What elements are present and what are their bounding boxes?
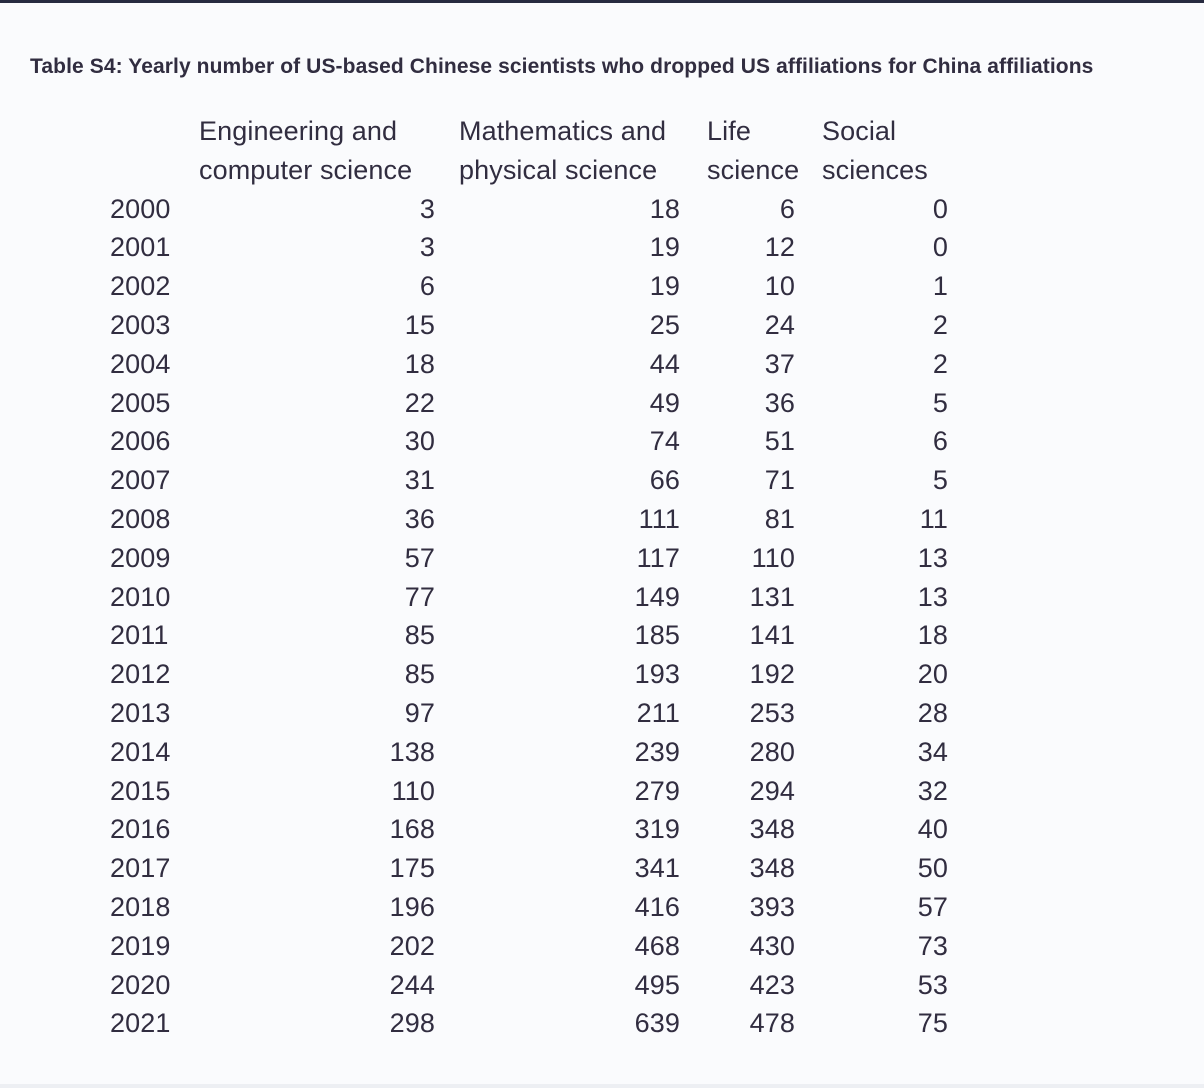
value-cell-life: 430: [749, 930, 795, 961]
value-cell-social: 2: [932, 309, 948, 340]
value-cell-mathematics: 495: [634, 969, 680, 1000]
value-cell-life: 478: [749, 1008, 795, 1039]
value-cell-social: 32: [917, 775, 948, 806]
value-cell-engineering: 57: [404, 542, 435, 573]
value-cell-engineering: 6: [419, 271, 435, 302]
value-cell-life: 141: [749, 620, 795, 651]
value-cell-life: 348: [749, 814, 795, 845]
value-cell-life: 36: [764, 387, 795, 418]
top-edge-bar: [0, 0, 1204, 3]
value-cell-life: 71: [764, 465, 795, 496]
value-cell-mathematics: 66: [649, 465, 680, 496]
value-cell-mathematics: 117: [636, 542, 680, 573]
value-cell-mathematics: 111: [638, 503, 680, 534]
value-cell-social: 53: [917, 969, 948, 1000]
value-cell-engineering: 85: [404, 620, 435, 651]
value-cell-engineering: 22: [404, 387, 435, 418]
value-cell-social: 73: [917, 930, 948, 961]
value-cell-social: 1: [932, 271, 948, 302]
value-cell-mathematics: 211: [636, 697, 680, 728]
value-cell-mathematics: 468: [634, 930, 680, 961]
value-cell-mathematics: 185: [634, 620, 680, 651]
year-cell: 2020: [110, 969, 171, 1000]
value-cell-engineering: 15: [404, 309, 435, 340]
bottom-edge-bar: [0, 1084, 1204, 1088]
value-cell-social: 0: [932, 232, 948, 263]
value-cell-life: 81: [764, 503, 795, 534]
value-cell-social: 34: [917, 736, 948, 767]
year-cell: 2016: [110, 814, 171, 845]
year-cell: 2021: [110, 1008, 171, 1039]
value-cell-life: 10: [764, 271, 795, 302]
value-cell-social: 11: [919, 503, 948, 534]
value-cell-engineering: 298: [389, 1008, 435, 1039]
value-cell-social: 20: [917, 659, 948, 690]
value-cell-life: 110: [751, 542, 795, 573]
value-cell-engineering: 168: [389, 814, 435, 845]
value-cell-social: 50: [917, 853, 948, 884]
value-cell-engineering: 202: [389, 930, 435, 961]
year-cell: 2007: [110, 465, 171, 496]
year-cell: 2000: [110, 193, 171, 224]
value-cell-mathematics: 44: [649, 348, 680, 379]
value-cell-engineering: 77: [404, 581, 435, 612]
value-cell-mathematics: 279: [634, 775, 680, 806]
value-cell-life: 131: [749, 581, 795, 612]
value-cell-mathematics: 639: [634, 1008, 680, 1039]
year-cell: 2012: [110, 659, 171, 690]
year-cell: 2003: [110, 309, 171, 340]
year-cell: 2018: [110, 891, 171, 922]
value-cell-social: 0: [932, 193, 948, 224]
year-cell: 2014: [110, 736, 171, 767]
value-cell-engineering: 244: [389, 969, 435, 1000]
value-cell-engineering: 3: [419, 232, 435, 263]
value-cell-engineering: 18: [404, 348, 435, 379]
column-header-life-line2: science: [707, 154, 800, 185]
value-cell-social: 2: [932, 348, 948, 379]
value-cell-mathematics: 416: [634, 891, 680, 922]
value-cell-life: 12: [764, 232, 795, 263]
value-cell-engineering: 97: [404, 697, 435, 728]
value-cell-life: 6: [779, 193, 795, 224]
column-header-mathematics-line2: physical science: [459, 154, 658, 185]
column-header-engineering-line1: Engineering and: [199, 116, 398, 146]
value-cell-mathematics: 149: [634, 581, 680, 612]
value-cell-social: 5: [932, 387, 948, 418]
value-cell-mathematics: 49: [649, 387, 680, 418]
value-cell-social: 6: [932, 426, 948, 457]
value-cell-engineering: 110: [391, 775, 435, 806]
value-cell-social: 18: [917, 620, 948, 651]
value-cell-engineering: 138: [389, 736, 435, 767]
value-cell-life: 280: [749, 736, 795, 767]
column-header-social-line2: sciences: [822, 154, 928, 185]
value-cell-engineering: 85: [404, 659, 435, 690]
column-header-life-line1: Life: [707, 116, 751, 146]
value-cell-social: 40: [917, 814, 948, 845]
value-cell-mathematics: 18: [649, 193, 680, 224]
year-cell: 2015: [110, 775, 171, 806]
year-cell: 2008: [110, 503, 171, 534]
year-cell: 2013: [110, 697, 171, 728]
year-cell: 2011: [110, 620, 169, 651]
value-cell-mathematics: 25: [649, 309, 680, 340]
value-cell-life: 24: [764, 309, 795, 340]
data-table: [110, 112, 948, 1043]
value-cell-engineering: 196: [389, 891, 435, 922]
column-header-engineering-line2: computer science: [199, 154, 413, 185]
year-cell: 2005: [110, 387, 171, 418]
value-cell-mathematics: 19: [649, 232, 680, 263]
value-cell-mathematics: 319: [634, 814, 680, 845]
value-cell-life: 51: [764, 426, 795, 457]
value-cell-engineering: 3: [419, 193, 435, 224]
value-cell-life: 37: [764, 348, 795, 379]
year-cell: 2002: [110, 271, 171, 302]
value-cell-life: 393: [749, 891, 795, 922]
value-cell-engineering: 31: [404, 465, 435, 496]
value-cell-engineering: 175: [389, 853, 435, 884]
value-cell-life: 348: [749, 853, 795, 884]
value-cell-engineering: 36: [404, 503, 435, 534]
value-cell-mathematics: 239: [634, 736, 680, 767]
year-column-header: [110, 112, 199, 151]
value-cell-social: 13: [917, 542, 948, 573]
value-cell-life: 192: [749, 659, 795, 690]
year-cell: 2010: [110, 581, 171, 612]
table-title: Table S4: Yearly number of US-based Chinese scientists who dropped US affiliations for China affiliations: [30, 55, 1094, 78]
value-cell-life: 294: [749, 775, 795, 806]
value-cell-social: 75: [917, 1008, 948, 1039]
column-header-mathematics-line1: Mathematics and: [459, 116, 667, 146]
year-column-header-line2: [110, 151, 199, 190]
year-cell: 2009: [110, 542, 171, 573]
value-cell-life: 423: [749, 969, 795, 1000]
value-cell-mathematics: 74: [649, 426, 680, 457]
value-cell-social: 13: [917, 581, 948, 612]
value-cell-engineering: 30: [404, 426, 435, 457]
year-cell: 2004: [110, 348, 171, 379]
value-cell-mathematics: 19: [649, 271, 680, 302]
column-header-social-line1: Social: [822, 116, 897, 146]
value-cell-social: 57: [917, 891, 948, 922]
value-cell-social: 28: [917, 697, 948, 728]
year-cell: 2001: [110, 232, 171, 263]
value-cell-mathematics: 193: [634, 659, 680, 690]
value-cell-social: 5: [932, 465, 948, 496]
year-cell: 2019: [110, 930, 171, 961]
value-cell-life: 253: [749, 697, 795, 728]
value-cell-mathematics: 341: [634, 853, 680, 884]
year-cell: 2017: [110, 853, 171, 884]
year-cell: 2006: [110, 426, 171, 457]
